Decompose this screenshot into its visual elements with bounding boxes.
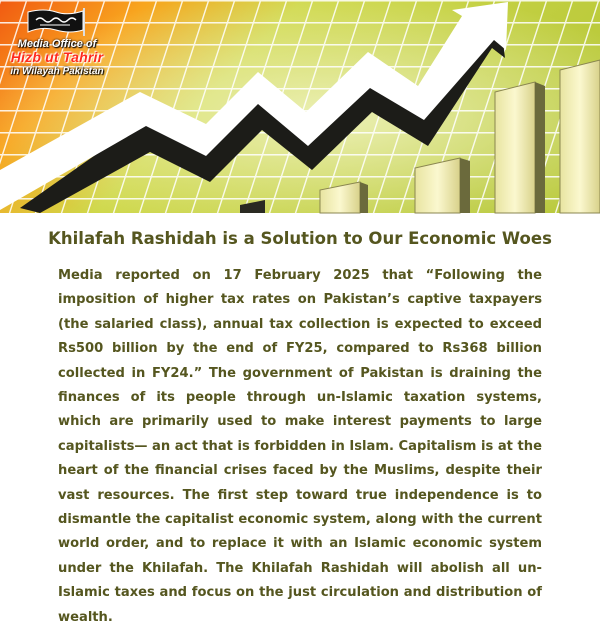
logo-line-1: Media Office of xyxy=(17,38,97,50)
media-office-logo xyxy=(8,8,106,100)
black-banner-flag-icon xyxy=(26,8,88,36)
article-body: Media reported on 17 February 2025 that “Following the imposition of higher tax rates on Pakistan’s captive taxpayers (the salaried class), annual tax collection is expected to exceed Rs500 billion by the end of FY25, compared to Rs368 billion collected in FY24.” The government of Pakistan is draining the finances of its people through un-Islamic taxation systems, which are primarily used to make interest payments to large capitalists— an act that is forbidden in Islam. Capitalism is at the heart of the financial crises faced by the Muslims, despite their vast resources. The first step toward true independence is to dismantle the capitalist economic system, along with the current world order, and to replace it with an Islamic economic system under the Khilafah. The Khilafah Rashidah will abolish all un-Islamic taxes and focus on the just circulation and distribution of wealth. xyxy=(58,268,542,625)
logo-line-2: Hizb ut Tahrir xyxy=(10,49,104,66)
logo-line-3: in Wilayah Pakistan xyxy=(10,65,104,77)
article-title: Khilafah Rashidah is a Solution to Our Economic Woes xyxy=(48,229,552,248)
